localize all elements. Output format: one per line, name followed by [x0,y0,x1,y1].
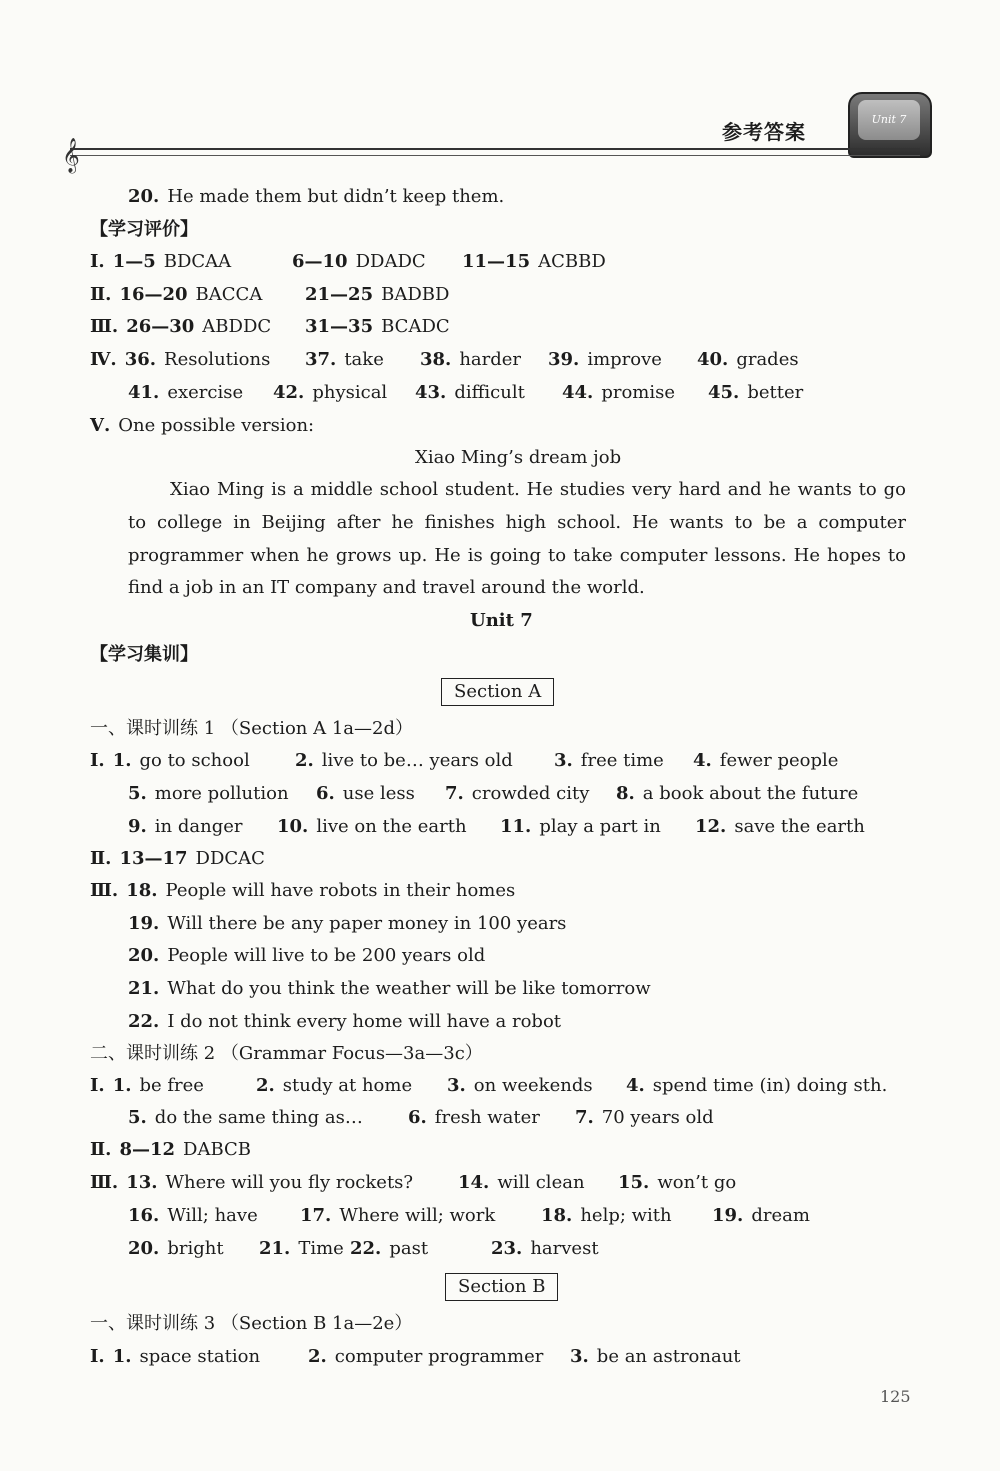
question-number: 8—12 [119,1139,176,1160]
answer-item [277,816,467,838]
answer-item [90,750,250,772]
roman-numeral: Ⅱ. [90,1139,112,1160]
question-number: 21. [259,1238,291,1259]
answer-text: help; with [580,1205,672,1226]
answer-item [256,1075,412,1097]
answer-text: BADBD [381,284,450,305]
question-number: 41. [128,382,160,403]
question-number: 20. [128,945,160,966]
question-number: 2. [256,1075,275,1096]
answer-item [562,382,675,404]
answer-item [305,316,450,338]
question-number: 2. [295,750,314,771]
answer-text: won’t go [657,1172,737,1193]
answer-item [292,251,426,273]
answer-text: computer programmer [334,1346,544,1367]
answer-item [616,783,858,805]
answer-item [693,750,838,772]
question-number: 39. [548,349,580,370]
question-number: 9. [128,816,147,837]
answer-text: Will there be any paper money in 100 years [167,913,567,934]
question-number: 19. [128,913,160,934]
question-number: 8. [616,783,635,804]
answer-item [90,1313,412,1335]
answer-item [128,1238,224,1260]
answer-text: physical [312,382,388,403]
question-number: 6—10 [292,251,348,272]
answer-text: 一、课时训练 3 （Section B 1a—2e） [90,1313,413,1334]
question-number: 16. [128,1205,160,1226]
answer-text: grades [736,349,799,370]
answer-item [273,382,387,404]
question-number: 18. [126,880,158,901]
answer-text: BDCAA [163,251,232,272]
question-number: 37. [305,349,337,370]
answer-item [491,1238,599,1260]
roman-numeral: Ⅱ. [90,284,112,305]
answer-text: ACBBD [538,251,606,272]
answer-item [305,349,384,371]
answer-item [300,1205,495,1227]
answer-text: What do you think the weather will be like tomorrow [167,978,651,999]
answer-item [90,880,515,902]
section-heading: 【学习集训】 [90,644,198,665]
answer-text: spend time (in) doing sth. [652,1075,888,1096]
answer-text: live to be… years old [321,750,513,771]
answer-text: Where will; work [339,1205,496,1226]
answer-text: Xiao Ming’s dream job [415,447,622,468]
section-a-label: Section A [454,681,542,702]
answer-item [90,349,270,371]
answer-item [447,1075,593,1097]
answer-item [575,1107,714,1129]
answer-item [548,349,662,371]
roman-numeral: Ⅰ. [90,251,105,272]
answer-item [618,1172,736,1194]
swirl-icon: 𝄞 [62,138,80,173]
answer-text: improve [587,349,662,370]
answer-item [350,1238,428,1260]
badge-screen: Unit 7 [858,100,920,140]
answer-text: dream [751,1205,810,1226]
answer-item [695,816,865,838]
question-number: 40. [697,349,729,370]
answer-text: DABCB [183,1139,252,1160]
question-number: 13. [126,1172,158,1193]
answer-item [259,1238,344,1260]
header-title: 参考答案 [722,120,806,144]
answer-text: use less [342,783,415,804]
answer-text: take [344,349,384,370]
answer-text: past [389,1238,429,1259]
answer-text: exercise [167,382,244,403]
answer-text: crowded city [471,783,590,804]
answer-item [90,1172,413,1194]
answer-item [90,1139,251,1161]
question-number: 6. [316,783,335,804]
section-a-box [441,678,554,706]
roman-numeral: Ⅴ. [90,415,111,436]
answer-text: DDADC [355,251,426,272]
answer-item [305,284,449,306]
answer-text: Time [298,1238,344,1259]
answer-item [458,1172,585,1194]
answer-item [408,1107,540,1129]
roman-numeral: Ⅰ. [90,1075,105,1096]
answer-item [626,1075,887,1097]
answer-item [128,816,243,838]
answer-text: He made them but didn’t keep them. [167,186,505,207]
question-number: 11—15 [462,251,531,272]
answer-item [90,1075,204,1097]
question-number: 22. [128,1011,160,1032]
essay-text: Xiao Ming is a middle school student. He studies very hard and he wants to go to college in Beijing after he finishes high school. He wants to be a computer programmer when he grows up. He is going to take computer lessons. He hopes to find a job in an IT company and travel around the world. [128,479,906,599]
question-number: 31—35 [305,316,374,337]
answer-item [462,251,606,273]
roman-numeral: Ⅰ. [90,1346,105,1367]
answer-item [90,415,314,437]
roman-numeral: Ⅲ. [90,880,119,901]
answer-item [128,1107,363,1129]
question-number: 14. [458,1172,490,1193]
question-number: 20. [128,1238,160,1259]
answer-item [90,848,265,870]
answer-item [90,284,262,306]
question-number: 26—30 [126,316,195,337]
answer-item [470,610,541,632]
question-number: 38. [420,349,452,370]
answer-item [445,783,589,805]
section-b-box [445,1273,558,1301]
question-number: 20. [128,186,160,207]
answer-text: 二、课时训练 2 （Grammar Focus—3a—3c） [90,1043,483,1064]
question-number: 1—5 [112,251,156,272]
answer-item [128,978,651,1000]
answer-text: will clean [497,1172,585,1193]
question-number: 18. [541,1205,573,1226]
answer-item [128,945,485,967]
answer-text: Where will you fly rockets? [165,1172,414,1193]
answer-text: on weekends [473,1075,593,1096]
section-b-label: Section B [458,1276,546,1297]
answer-text: DDCAC [195,848,265,869]
answer-text: space station [139,1346,261,1367]
question-number: 11. [500,816,532,837]
answer-text: fresh water [434,1107,540,1128]
question-number: 19. [712,1205,744,1226]
question-number: 7. [575,1107,594,1128]
answer-text: promise [601,382,676,403]
answer-item [697,349,799,371]
answer-text: People will have robots in their homes [165,880,516,901]
answer-text: 一、课时训练 1 （Section A 1a—2d） [90,718,413,739]
answer-item [708,382,803,404]
answer-item [712,1205,810,1227]
answer-item [554,750,664,772]
question-number: 36. [124,349,157,370]
answer-item [90,644,198,666]
answer-text: play a part in [539,816,661,837]
answer-text: in danger [154,816,243,837]
answer-item [128,913,566,935]
page-number: 125 [880,1387,911,1406]
question-number: 4. [693,750,712,771]
answer-text: be free [139,1075,204,1096]
section-heading: 【学习评价】 [90,219,198,240]
question-number: 17. [300,1205,332,1226]
roman-numeral: Ⅳ. [90,349,117,370]
question-number: 6. [408,1107,427,1128]
question-number: 23. [491,1238,523,1259]
answer-text: fewer people [719,750,839,771]
answer-text: ABDDC [202,316,272,337]
answer-text: BCADC [381,316,450,337]
answer-text: 70 years old [601,1107,714,1128]
question-number: 3. [570,1346,589,1367]
answer-item [500,816,661,838]
answer-text: One possible version: [118,415,315,436]
answer-item [415,447,621,469]
answer-item [570,1346,741,1368]
answer-text: BACCA [195,284,263,305]
answer-item [128,1011,561,1033]
answer-item [90,1043,483,1065]
header-rule [70,148,920,150]
question-number: 42. [273,382,305,403]
answer-text: be an astronaut [596,1346,741,1367]
question-number: 5. [128,1107,147,1128]
answer-text: free time [580,750,664,771]
answer-text: better [747,382,804,403]
question-number: 44. [562,382,594,403]
answer-item [128,783,289,805]
answer-item [128,186,504,208]
essay-paragraph [128,474,906,605]
answer-item [316,783,415,805]
answer-text: go to school [139,750,250,771]
question-number: 1. [112,1075,132,1096]
answer-item [90,316,271,338]
answer-text: study at home [282,1075,413,1096]
answer-text: harder [459,349,522,370]
question-number: 7. [445,783,464,804]
question-number: 43. [415,382,447,403]
answer-text: save the earth [734,816,865,837]
question-number: 15. [618,1172,650,1193]
question-number: 45. [708,382,740,403]
question-number: 13—17 [119,848,188,869]
question-number: 1. [112,750,132,771]
question-number: 3. [554,750,573,771]
roman-numeral: Ⅲ. [90,1172,119,1193]
answer-text: Resolutions [164,349,271,370]
answer-item [90,251,231,273]
question-number: 3. [447,1075,466,1096]
roman-numeral: Ⅰ. [90,750,105,771]
question-number: 4. [626,1075,645,1096]
answer-item [128,1205,258,1227]
question-number: 10. [277,816,309,837]
question-number: 22. [350,1238,382,1259]
answer-item [415,382,525,404]
roman-numeral: Ⅱ. [90,848,112,869]
roman-numeral: Ⅲ. [90,316,119,337]
answer-item [541,1205,672,1227]
answer-text: harvest [530,1238,599,1259]
answer-item [90,718,413,740]
question-number: Unit 7 [470,610,533,631]
question-number: 16—20 [119,284,188,305]
answer-item [90,1346,260,1368]
answer-text: I do not think every home will have a robot [167,1011,562,1032]
answer-text: live on the earth [316,816,467,837]
question-number: 21—25 [305,284,374,305]
answer-item [128,382,243,404]
header-rule-thin [70,155,920,156]
answer-text: difficult [454,382,525,403]
answer-text: more pollution [154,783,289,804]
answer-text: bright [167,1238,224,1259]
answer-text: People will live to be 200 years old [167,945,486,966]
answer-item [90,219,198,241]
answer-text: a book about the future [642,783,859,804]
answer-item [308,1346,543,1368]
question-number: 5. [128,783,147,804]
question-number: 1. [112,1346,132,1367]
answer-text: Will; have [167,1205,258,1226]
question-number: 2. [308,1346,327,1367]
answer-text: do the same thing as… [154,1107,363,1128]
question-number: 21. [128,978,160,999]
answer-item [420,349,521,371]
question-number: 12. [695,816,727,837]
answer-item [295,750,513,772]
